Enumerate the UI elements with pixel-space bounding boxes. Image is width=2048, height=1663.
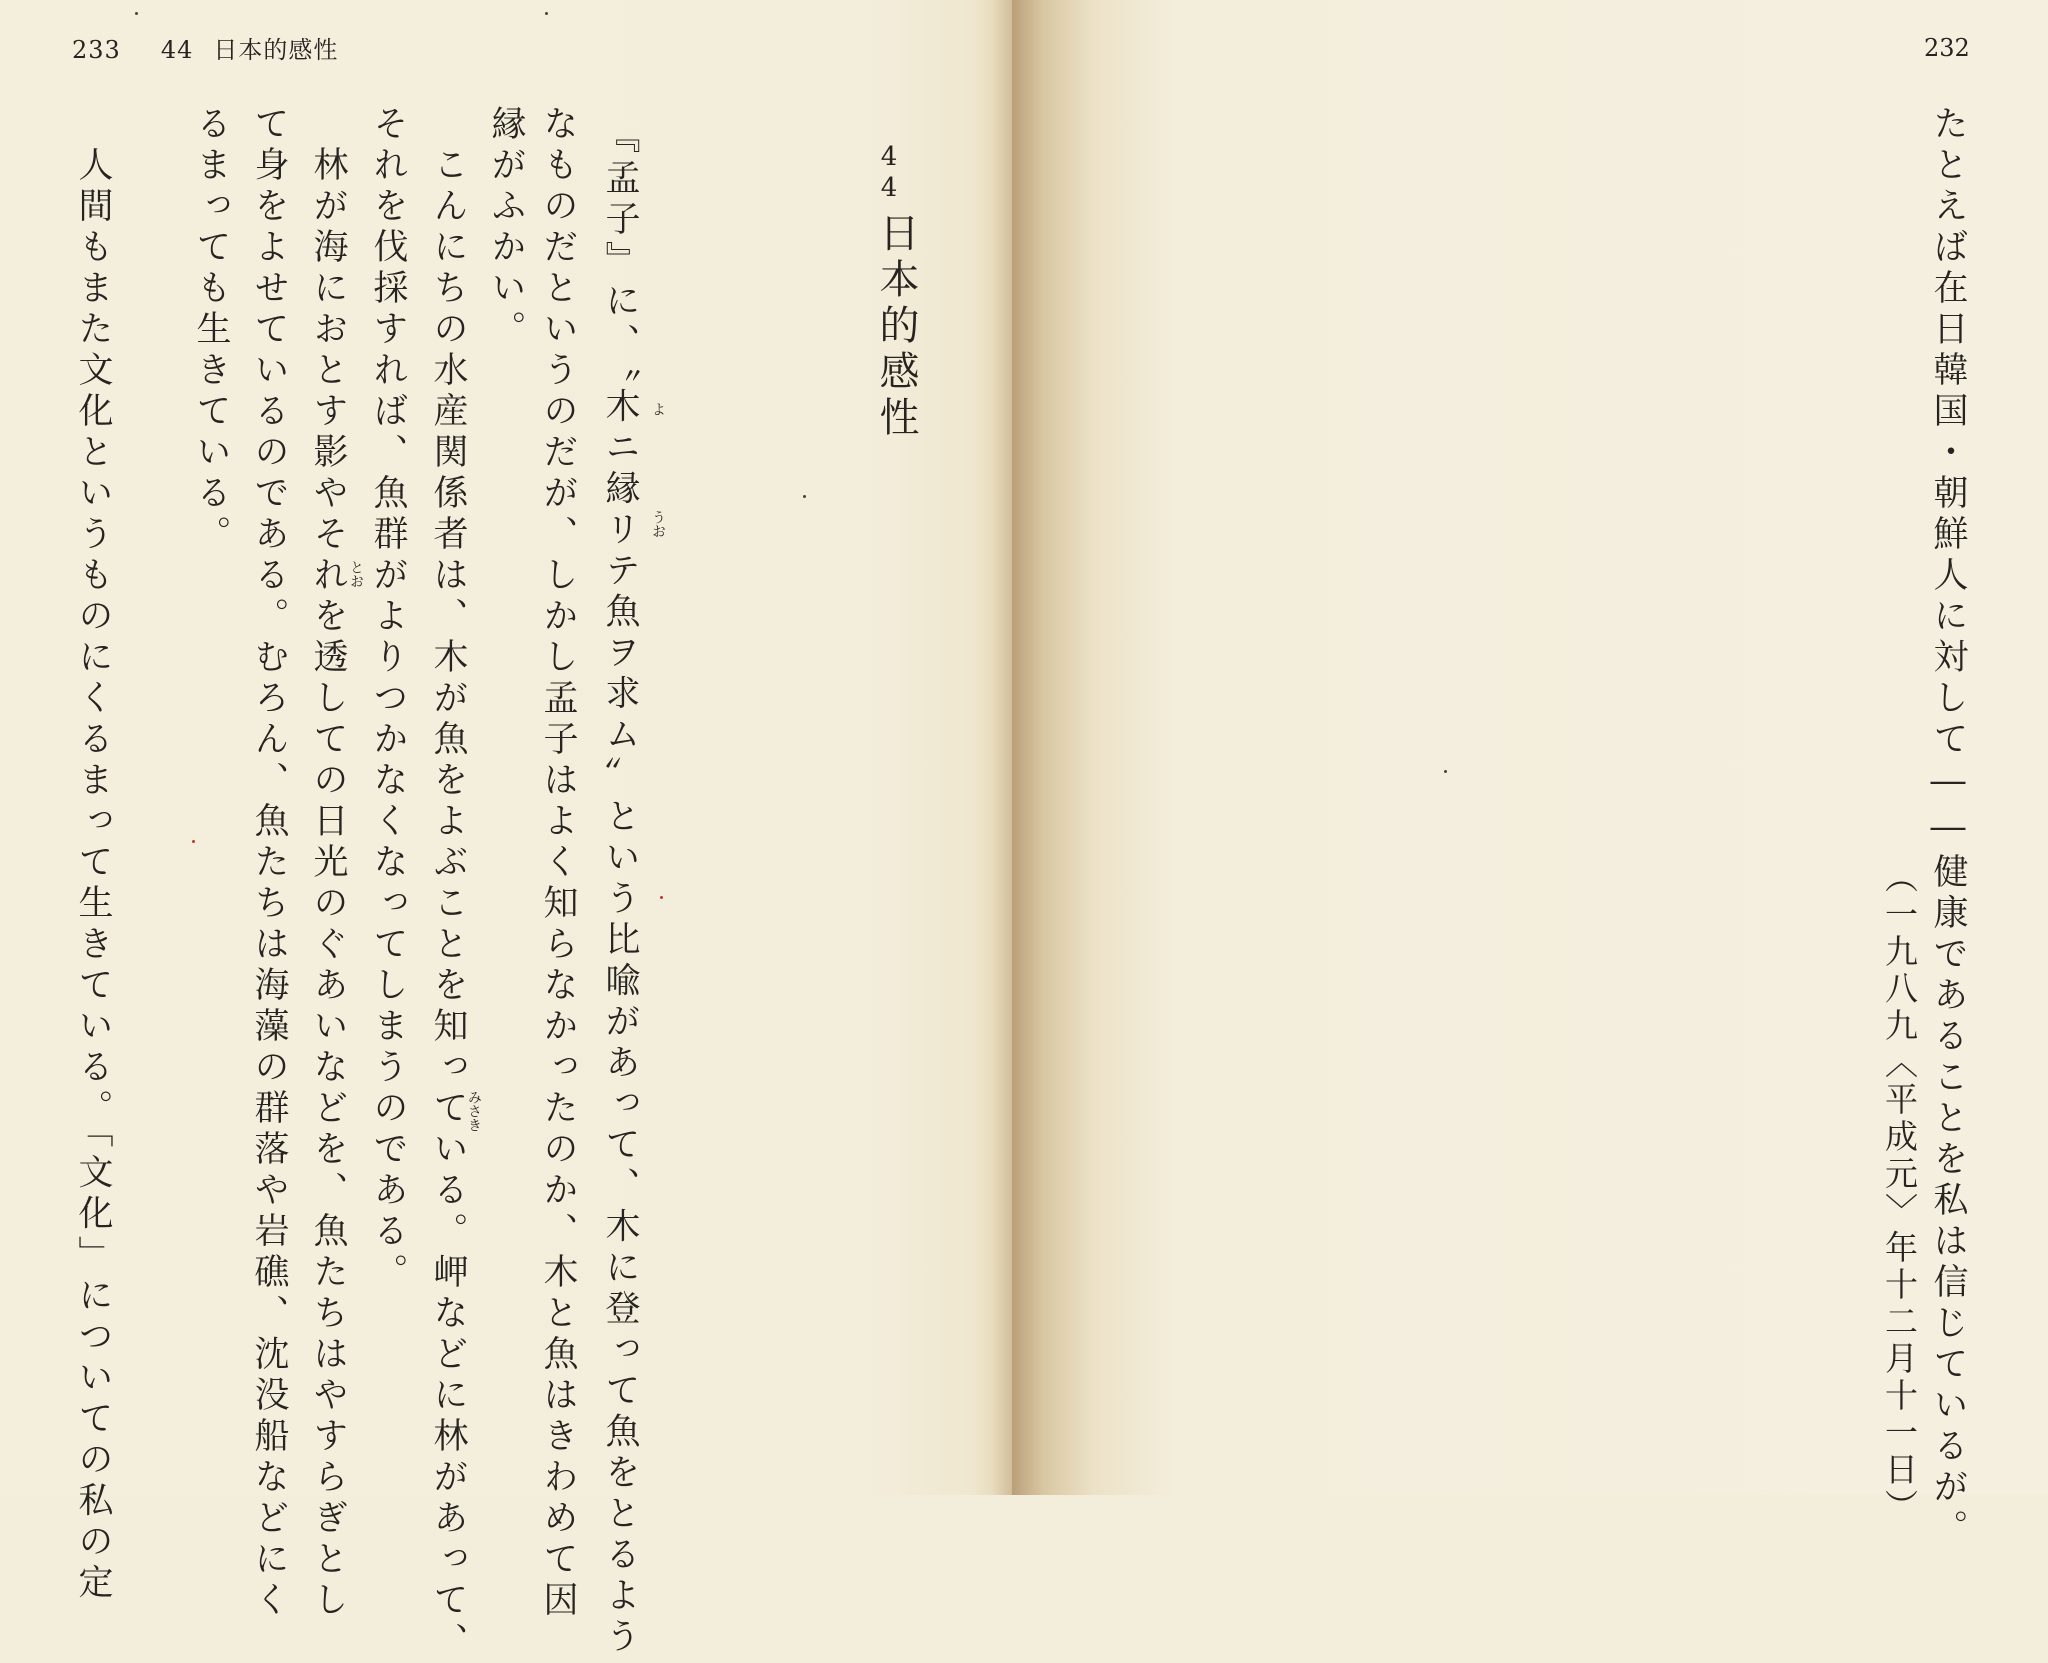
body-column-3: 縁がふかい。 xyxy=(486,105,526,351)
scan-speck xyxy=(660,896,663,899)
scan-speck xyxy=(803,495,806,498)
right-page-number: 232 xyxy=(1924,34,1970,62)
left-page xyxy=(0,0,1012,1663)
body-column-7: て身をよせているのである。むろん、魚たちは海藻の群落や岩礁、沈没船などにく xyxy=(249,105,289,1622)
body-column-2: なものだというのだが、しかし孟子はよく知らなかったのか、木と魚はきわめて因 xyxy=(538,105,578,1622)
right-body-column-1: たとえば在日韓国・朝鮮人に対して――健康であることを私は信じているが。 xyxy=(1928,105,1968,1550)
body-column-6: 林が海におとす影やそれを透しての日光のぐあいなどを、魚たちはやすらぎとし xyxy=(308,105,348,1622)
body-column-5: それを伐採すれば、魚群がよりつかなくなってしまうのである。 xyxy=(368,105,408,1294)
scan-speck xyxy=(135,12,138,15)
body-column-8: るまっても生きている。 xyxy=(191,105,231,556)
right-page xyxy=(1012,0,2048,1550)
body-column-1: 『孟子』に、〝木ニ縁リテ魚ヲ求ム〟という比喩があって、木に登って魚をとるよう xyxy=(600,118,640,1659)
date-line: （一九八九〈平成元〉年十二月十一日） xyxy=(1880,860,1919,1526)
ruby-too: とお xyxy=(348,560,364,588)
ruby-uo: うお xyxy=(650,510,666,538)
scan-speck xyxy=(545,12,548,15)
body-column-9: 人間もまた文化というものにくるまって生きている。「文化」についての私の定 xyxy=(73,105,113,1605)
scan-speck xyxy=(192,840,195,843)
running-head-title: 日本的感性 xyxy=(213,36,339,64)
running-head xyxy=(72,30,338,65)
ruby-yo: よ xyxy=(650,402,666,416)
chapter-number: 44 xyxy=(874,142,904,204)
body-column-4: こんにちの水産関係者は、木が魚をよぶことを知っている。岬などに林があって、 xyxy=(428,105,468,1663)
ruby-misaki: みさき xyxy=(466,1090,482,1132)
left-page-number: 233 xyxy=(72,36,121,64)
chapter-title: 日本的感性 xyxy=(873,212,919,442)
running-head-number: 44 xyxy=(160,36,194,64)
scan-speck xyxy=(1444,770,1447,773)
